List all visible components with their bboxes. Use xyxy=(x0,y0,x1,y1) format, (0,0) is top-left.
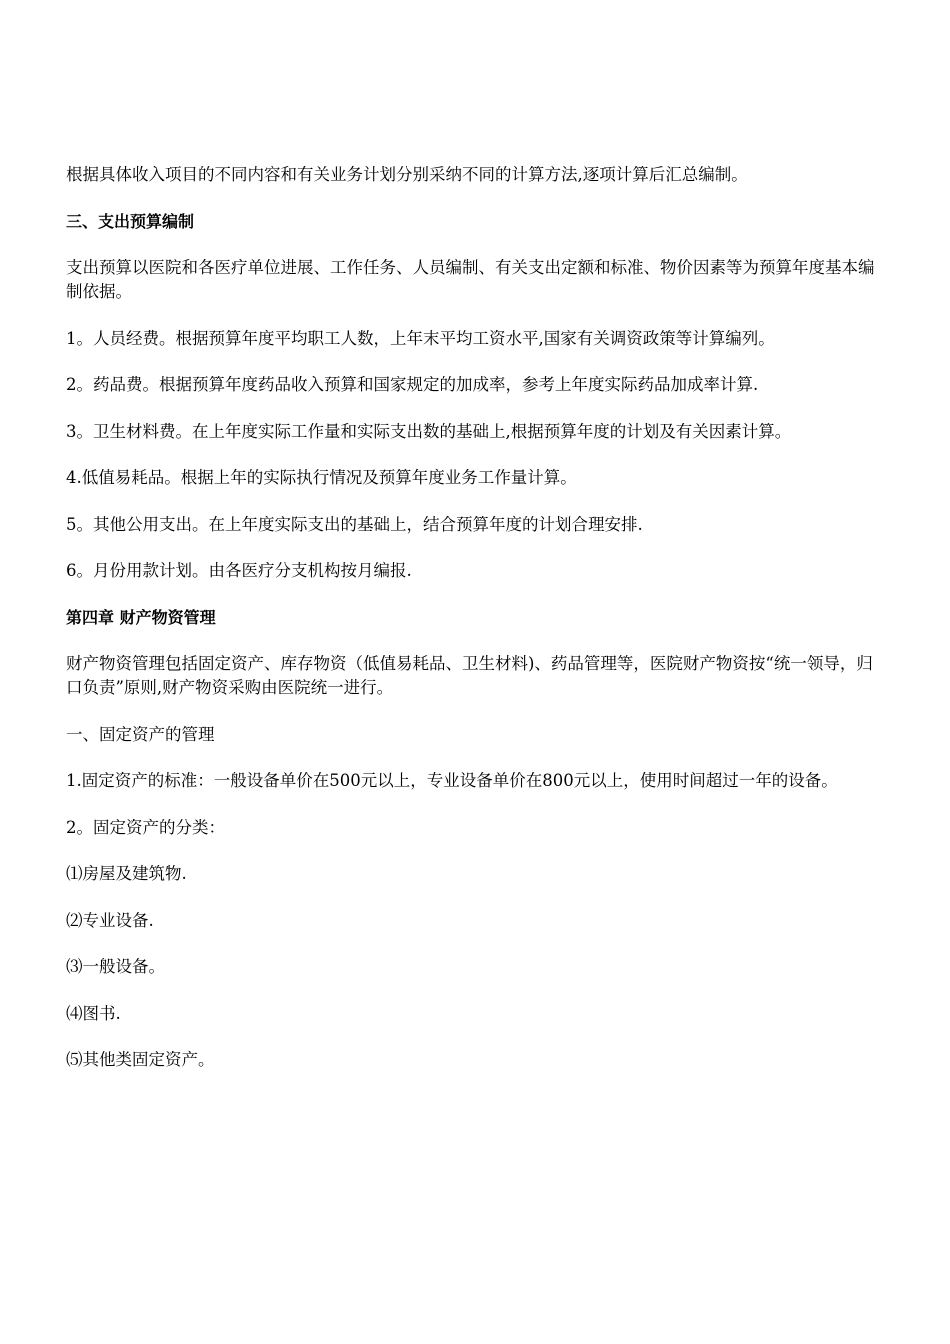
list-item-other-public-expenditure: 5。其他公用支出。在上年度实际支出的基础上，结合预算年度的计划合理安排. xyxy=(66,514,643,534)
list-item-fixed-asset-standard: 1.固定资产的标准：一般设备单价在500元以上，专业设备单价在800元以上，使用时间超过一年的设备。 xyxy=(66,771,838,790)
list-item-low-value-consumables: 4.低值易耗品。根据上年的实际执行情况及预算年度业务工作量计算。 xyxy=(66,468,577,487)
list-item-medical-materials: 3。卫生材料费。在上年度实际工作量和实际支出数的基础上,根据预算年度的计划及有关因素计算。 xyxy=(66,421,792,441)
paragraph-income-calculation: 根据具体收入项目的不同内容和有关业务计划分别采纳不同的计算方法,逐项计算后汇总编制。 xyxy=(66,165,748,184)
list-item-drug-cost: 2。药品费。根据预算年度药品收入预算和国家规定的加成率，参考上年度实际药品加成率计算. xyxy=(66,375,759,394)
paragraph-property-management-scope: 财产物资管理包括固定资产、库存物资（低值易耗品、卫生材料)、药品管理等，医院财产物资按“统一领导，归口负责”原则,财产物资采购由医院统一进行。 xyxy=(66,654,873,697)
section-heading-expenditure-budget: 三、支出预算编制 xyxy=(66,211,195,231)
chapter-heading-property-management: 第四章 财产物资管理 xyxy=(66,607,216,627)
list-item-books: ⑷图书. xyxy=(66,1003,121,1023)
list-item-other-fixed-assets: ⑸其他类固定资产。 xyxy=(66,1050,215,1069)
document-body xyxy=(66,163,886,1095)
paragraph-expenditure-basis: 支出预算以医院和各医疗单位进展、工作任务、人员编制、有关支出定额和标准、物价因素等为预算年度基本编制依据。 xyxy=(66,258,875,301)
list-item-monthly-plan: 6。月份用款计划。由各医疗分支机构按月编报. xyxy=(66,561,412,580)
list-item-professional-equipment: ⑵专业设备. xyxy=(66,910,154,930)
list-item-personnel-cost: 1。人员经费。根据预算年度平均职工人数，上年末平均工资水平,国家有关调资政策等计算编列。 xyxy=(66,328,775,348)
list-item-buildings: ⑴房屋及建筑物. xyxy=(66,864,187,883)
list-item-fixed-asset-classification: 2。固定资产的分类： xyxy=(66,817,225,837)
subsection-fixed-assets: 一、固定资产的管理 xyxy=(66,724,215,744)
list-item-general-equipment: ⑶一般设备。 xyxy=(66,957,165,976)
